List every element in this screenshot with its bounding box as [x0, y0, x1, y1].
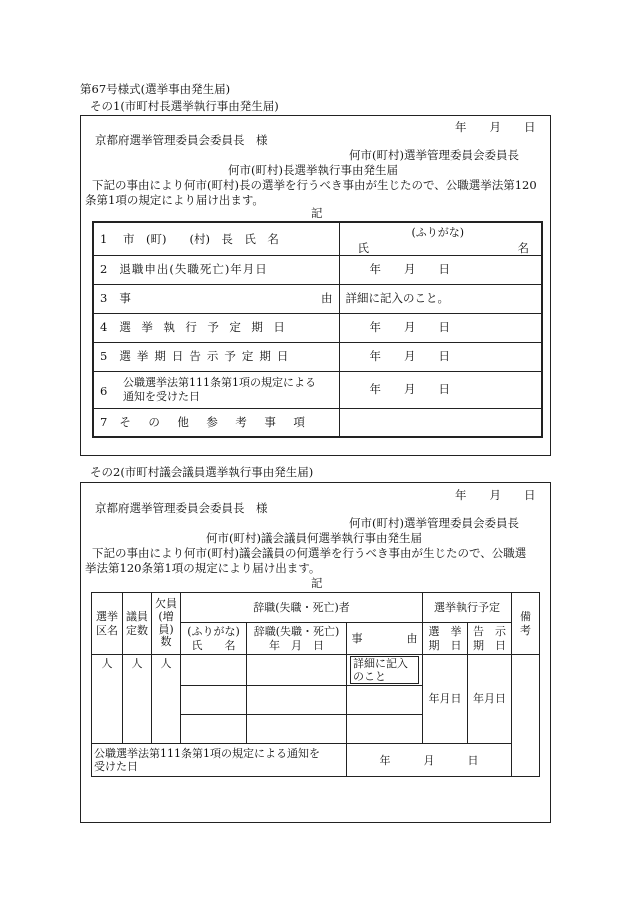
row-label: その他参考事項 [119, 415, 323, 430]
row-label-line2: 通知を受けた日 [123, 389, 200, 403]
part1-body-line2: 条第1項の規定により届け出ます。 [85, 193, 264, 207]
value-cell[interactable] [339, 371, 542, 408]
mei-label: 名 [517, 241, 529, 255]
row-label: 市 (町) (村) 長 氏 名 [122, 231, 279, 246]
part2-body-line1: 下記の事由により何市(町村)議会議員の何選挙を行うべき事由が生じたので、公職選 [92, 546, 527, 560]
table-row [93, 255, 542, 284]
row-label-line1: 公職選挙法第111条第1項の規定による [123, 375, 316, 389]
table-row: (ふりがな) 氏 名 辞職(失職・死亡) 年 月 日 事 由 選 挙 期 日 告 示 期 日 [92, 623, 540, 655]
header-furigana: (ふりがな) [187, 624, 240, 638]
part2-addressee: 京都府選挙管理委員会委員長 様 [95, 501, 268, 515]
row-number: 5 [100, 349, 108, 364]
header-jiyu: 事 由 [347, 623, 423, 655]
date-value: 年 月 日 [369, 382, 450, 397]
row-number: 4 [100, 320, 108, 335]
table-row: 公職選挙法第111条第1項の規定による通知を 受けた日 年 月 日 [92, 744, 540, 777]
table-row [93, 408, 542, 437]
table-row [93, 371, 542, 408]
row-number: 1 [100, 231, 108, 246]
furigana-label: (ふりがな) [411, 226, 465, 239]
row-label: 選挙執行予定期日 [119, 320, 296, 335]
detail-note-box: 詳細に記入 のこと [350, 656, 419, 684]
row-number: 3 [100, 291, 108, 306]
date-cell[interactable] [247, 686, 347, 715]
header-biko: 備 [520, 609, 532, 623]
table-row [93, 313, 542, 342]
part2-subtitle: その2(市町村議会議員選挙執行事由発生届) [90, 465, 314, 479]
row-number: 2 [100, 262, 108, 277]
value-cell[interactable] [339, 255, 542, 284]
part2-date: 年 月 日 [455, 488, 536, 502]
reason-cell[interactable] [347, 715, 423, 744]
table-row [93, 284, 542, 313]
value-cell[interactable] [339, 313, 542, 342]
part1-sender: 何市(町村)選挙管理委員会委員長 [349, 148, 519, 162]
header-ketsuin: 欠員 [155, 597, 177, 611]
part2-ki: 記 [311, 576, 323, 590]
date-value: 年 月 日 [369, 349, 450, 364]
row-number: 6 [100, 383, 108, 398]
part1-date: 年 月 日 [455, 120, 536, 134]
date-value: 年 月 日 [369, 320, 450, 335]
value-cell[interactable] [339, 284, 542, 313]
kokuji-date-cell[interactable]: 年月日 [468, 655, 512, 744]
notice-date-cell[interactable]: 年 月 日 [347, 744, 512, 777]
header-senkyo-date: 選 挙 [428, 624, 462, 638]
header-teisu: 議員 [126, 609, 148, 623]
part1-table [92, 221, 543, 438]
header-kokuji-date: 告 示 [473, 624, 507, 638]
value-cell[interactable] [339, 408, 542, 437]
header-shikko: 選挙執行予定 [423, 593, 512, 623]
part1-ki: 記 [311, 206, 323, 220]
shi-label: 氏 [357, 241, 369, 255]
row-label-a: 事 [119, 291, 131, 306]
biko-cell[interactable] [512, 655, 540, 777]
part2-body-line2: 挙法第120条第1項の規定により届け出ます。 [85, 561, 321, 575]
part1-addressee: 京都府選挙管理委員会委員長 様 [95, 133, 268, 147]
name-cell[interactable] [181, 655, 247, 686]
reason-cell[interactable] [347, 686, 423, 715]
part1-subtitle: その1(市町村長選挙執行事由発生届) [90, 99, 279, 113]
teisu-cell[interactable]: 人 [123, 655, 152, 744]
row-label-b: 由 [321, 291, 333, 306]
form-title: 第67号様式(選挙事由発生届) [80, 82, 231, 96]
header-senkyoku: 選挙 [96, 609, 118, 623]
part2-doc-title: 何市(町村)議会議員何選挙執行事由発生届 [206, 531, 422, 545]
header-jishoku-date: 辞職(失職・死亡) [253, 624, 340, 638]
row-label: 選挙期日告示予定期日 [119, 349, 295, 364]
ketsuin-cell[interactable]: 人 [152, 655, 181, 744]
value-cell[interactable] [339, 342, 542, 371]
row-number: 7 [100, 415, 108, 430]
table-row [92, 655, 540, 686]
part2-table [91, 592, 540, 777]
date-cell[interactable] [247, 655, 347, 686]
date-value: 年 月 日 [369, 262, 450, 277]
senkyo-date-cell[interactable]: 年月日 [423, 655, 468, 744]
row-label: 退職申出(失職死亡)年月日 [119, 262, 268, 277]
table-row: 選挙 区名 議員 定数 欠員 (増 員) 数 辞職(失職・死亡)者 選挙執行予定 備 考 [92, 593, 540, 623]
name-cell[interactable] [181, 686, 247, 715]
table-row [93, 222, 542, 255]
part1-body-line1: 下記の事由により何市(町村)長の選挙を行うべき事由が生じたので、公職選挙法第120 [92, 178, 537, 192]
notice-label: 公職選挙法第111条第1項の規定による通知を [94, 746, 320, 760]
reason-cell[interactable] [347, 655, 423, 686]
header-jishoku: 辞職(失職・死亡)者 [181, 593, 423, 623]
part2-sender: 何市(町村)選挙管理委員会委員長 [349, 516, 519, 530]
detail-note: 詳細に記入のこと。 [345, 291, 449, 306]
part1-doc-title: 何市(町村)長選挙執行事由発生届 [228, 163, 398, 177]
table-row [93, 342, 542, 371]
name-cell[interactable] [181, 715, 247, 744]
senkyoku-cell[interactable]: 人 [92, 655, 123, 744]
name-cell[interactable] [339, 222, 542, 255]
date-cell[interactable] [247, 715, 347, 744]
